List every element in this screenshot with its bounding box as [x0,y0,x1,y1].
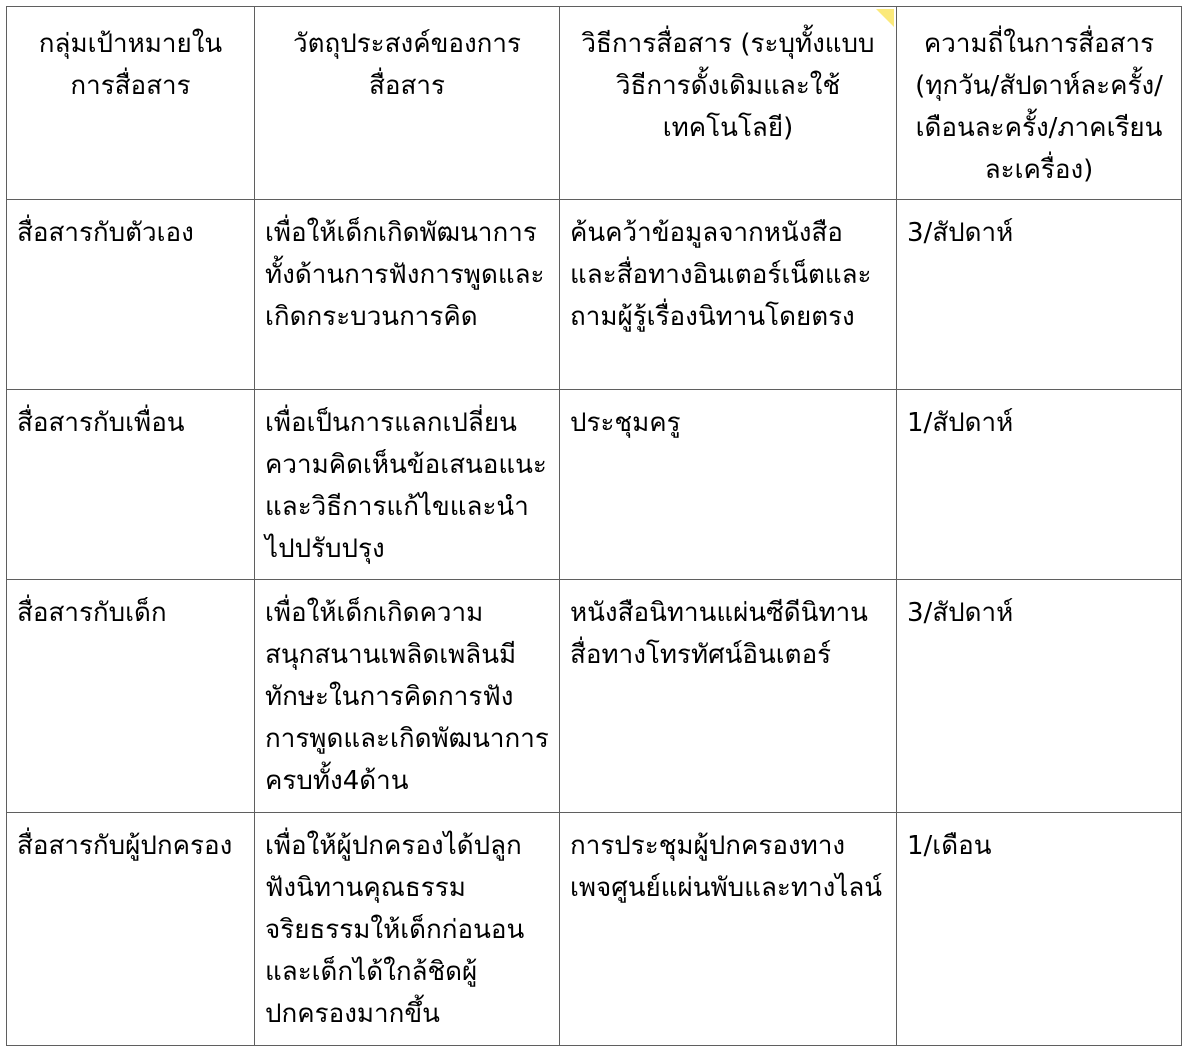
table-row [7,390,1182,580]
header-method [560,7,897,200]
cell-group: สื่อสารกับเพื่อน [7,390,255,580]
cell-group: สื่อสารกับเด็ก [7,580,255,813]
table-row [7,200,1182,390]
cell-objective: เพื่อให้เด็กเกิดพัฒนาการทั้งด้านการฟังการพูดและเกิดกระบวนการคิด [255,200,560,390]
header-objective: วัตถุประสงค์ของการสื่อสาร [255,7,560,200]
cell-method: ค้นคว้าข้อมูลจากหนังสือและสื่อทางอินเตอร์เน็ตและถามผู้รู้เรื่องนิทานโดยตรง [560,200,897,390]
cell-method: หนังสือนิทานแผ่นซีดีนิทานสื่อทางโทรทัศน์อินเตอร์ [560,580,897,813]
cell-frequency: 1/เดือน [897,813,1182,1046]
communication-plan-table-container [6,6,1181,1046]
table-row [7,813,1182,1046]
cell-group: สื่อสารกับผู้ปกครอง [7,813,255,1046]
header-frequency: ความถี่ในการสื่อสาร (ทุกวัน/สัปดาห์ละครั้ง/เดือนละครั้ง/ภาคเรียนละเครื่อง) [897,7,1182,200]
cell-objective: เพื่อให้ผู้ปกครองได้ปลูกฟังนิทานคุณธรรมจริยธรรมให้เด็กก่อนอนและเด็กได้ใกล้ชิดผู้ปกครองมากขึ้น [255,813,560,1046]
cell-frequency: 3/สัปดาห์ [897,200,1182,390]
comment-marker-icon[interactable] [876,9,894,27]
header-target-group: กลุ่มเป้าหมายในการสื่อสาร [7,7,255,200]
cell-frequency: 3/สัปดาห์ [897,580,1182,813]
header-method-label: วิธีการสื่อสาร (ระบุทั้งแบบวิธีการดั้งเดิมและใช้เทคโนโลยี) [581,29,875,143]
cell-objective: เพื่อให้เด็กเกิดความสนุกสนานเพลิดเพลินมีทักษะในการคิดการฟังการพูดและเกิดพัฒนาการครบทั้ง4ด้าน [255,580,560,813]
table-row [7,580,1182,813]
cell-objective: เพื่อเป็นการแลกเปลี่ยนความคิดเห็นข้อเสนอแนะและวิธีการแก้ไขและนำไปปรับปรุง [255,390,560,580]
cell-group: สื่อสารกับตัวเอง [7,200,255,390]
cell-method: การประชุมผู้ปกครองทางเพจศูนย์แผ่นพับและทางไลน์ [560,813,897,1046]
cell-frequency: 1/สัปดาห์ [897,390,1182,580]
table-header-row [7,7,1182,200]
communication-plan-table [6,6,1182,1046]
cell-method: ประชุมครู [560,390,897,580]
